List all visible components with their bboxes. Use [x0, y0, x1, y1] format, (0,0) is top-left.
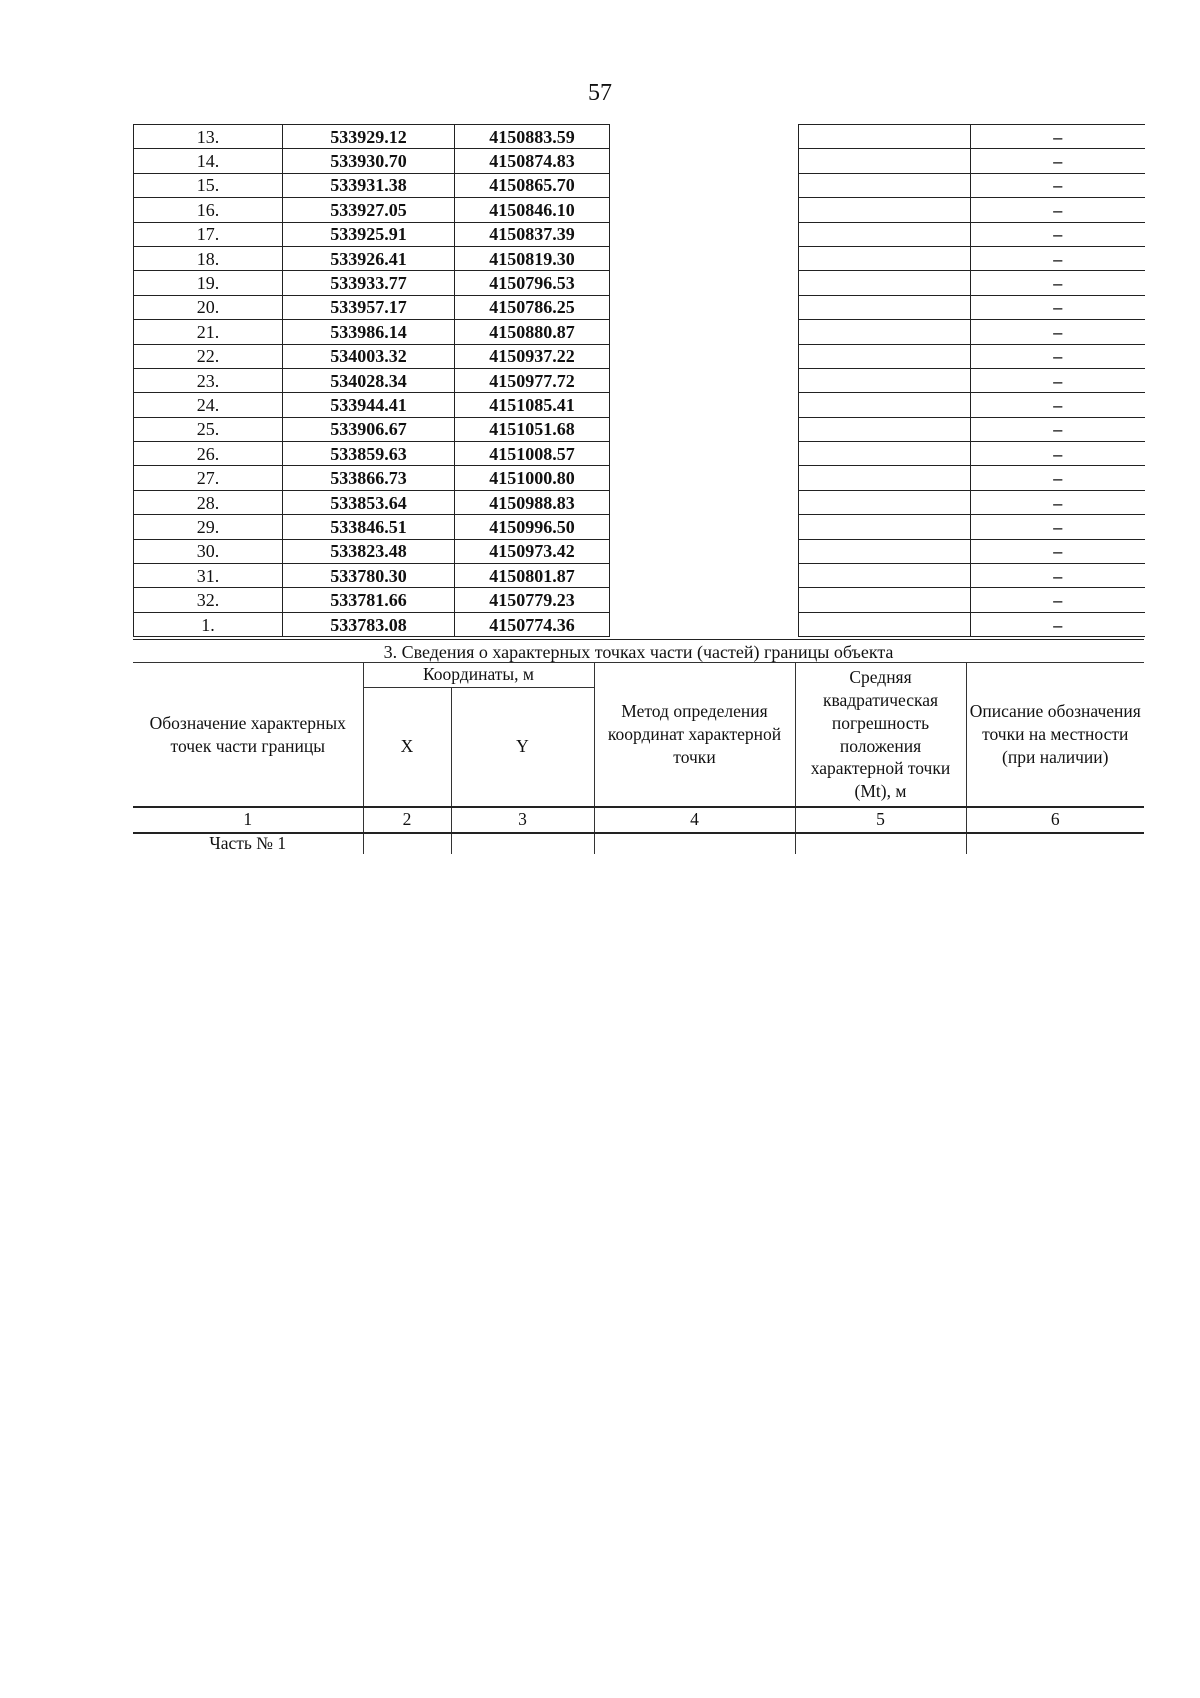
empty-cell — [799, 320, 971, 344]
column-number: 6 — [966, 807, 1144, 833]
part-label: Часть № 1 — [133, 833, 363, 854]
coord-x: 533846.51 — [283, 515, 455, 539]
empty-cell — [610, 198, 799, 222]
coord-y: 4150988.83 — [455, 490, 610, 514]
column-numbers-row — [133, 807, 1144, 833]
coord-x: 533944.41 — [283, 393, 455, 417]
empty-cell — [610, 490, 799, 514]
empty-cell — [799, 246, 971, 270]
point-number: 18. — [134, 246, 283, 270]
coord-x: 533906.67 — [283, 417, 455, 441]
point-description: – — [971, 149, 1145, 173]
page-number: 57 — [588, 80, 612, 106]
point-number: 23. — [134, 368, 283, 392]
coord-x: 533957.17 — [283, 295, 455, 319]
table-row — [134, 368, 1145, 392]
empty-cell — [799, 612, 971, 636]
empty-cell — [610, 222, 799, 246]
point-number: 26. — [134, 442, 283, 466]
empty-cell — [799, 515, 971, 539]
point-description: – — [971, 246, 1145, 270]
point-description: – — [971, 466, 1145, 490]
column-number: 2 — [363, 807, 451, 833]
point-number: 14. — [134, 149, 283, 173]
point-number: 27. — [134, 466, 283, 490]
table-row — [134, 490, 1145, 514]
empty-cell — [610, 173, 799, 197]
empty-cell — [610, 344, 799, 368]
coord-x: 533926.41 — [283, 246, 455, 270]
part-row — [133, 833, 1144, 854]
point-number: 19. — [134, 271, 283, 295]
header-error: Средняя квадратическая погрешность положения характерной точки (Mt), м — [795, 663, 966, 808]
point-number: 31. — [134, 564, 283, 588]
coord-x: 534003.32 — [283, 344, 455, 368]
empty-cell — [799, 417, 971, 441]
point-description: – — [971, 612, 1145, 636]
point-number: 28. — [134, 490, 283, 514]
empty-cell — [795, 833, 966, 854]
point-number: 25. — [134, 417, 283, 441]
empty-cell — [799, 466, 971, 490]
table-row — [134, 222, 1145, 246]
point-number: 13. — [134, 125, 283, 149]
coordinates-table — [133, 124, 1145, 637]
empty-cell — [610, 612, 799, 636]
point-number: 32. — [134, 588, 283, 612]
table-row — [134, 393, 1145, 417]
coord-x: 533931.38 — [283, 173, 455, 197]
coord-y: 4150865.70 — [455, 173, 610, 197]
table-row — [134, 539, 1145, 563]
table-row — [134, 417, 1145, 441]
point-description: – — [971, 320, 1145, 344]
point-number: 16. — [134, 198, 283, 222]
point-description: – — [971, 173, 1145, 197]
point-description: – — [971, 442, 1145, 466]
coord-x: 534028.34 — [283, 368, 455, 392]
column-number: 1 — [133, 807, 363, 833]
table-row — [134, 612, 1145, 636]
empty-cell — [594, 833, 795, 854]
empty-cell — [363, 833, 451, 854]
coord-y: 4151051.68 — [455, 417, 610, 441]
coord-x: 533859.63 — [283, 442, 455, 466]
header-method: Метод определения координат характерной точки — [594, 663, 795, 808]
coord-y: 4150937.22 — [455, 344, 610, 368]
coord-x: 533925.91 — [283, 222, 455, 246]
empty-cell — [799, 588, 971, 612]
empty-cell — [610, 515, 799, 539]
coord-x: 533986.14 — [283, 320, 455, 344]
table-row — [134, 149, 1145, 173]
coord-y: 4151000.80 — [455, 466, 610, 490]
point-description: – — [971, 198, 1145, 222]
point-description: – — [971, 588, 1145, 612]
point-number: 22. — [134, 344, 283, 368]
point-description: – — [971, 515, 1145, 539]
point-description: – — [971, 417, 1145, 441]
empty-cell — [799, 490, 971, 514]
empty-cell — [610, 466, 799, 490]
table-row — [134, 344, 1145, 368]
empty-cell — [799, 295, 971, 319]
coord-y: 4150846.10 — [455, 198, 610, 222]
point-description: – — [971, 539, 1145, 563]
point-number: 21. — [134, 320, 283, 344]
table-row — [134, 173, 1145, 197]
coord-y: 4150774.36 — [455, 612, 610, 636]
empty-cell — [799, 125, 971, 149]
coord-y: 4150819.30 — [455, 246, 610, 270]
empty-cell — [451, 833, 594, 854]
point-number: 1. — [134, 612, 283, 636]
coord-y: 4150779.23 — [455, 588, 610, 612]
column-number: 3 — [451, 807, 594, 833]
coord-y: 4150973.42 — [455, 539, 610, 563]
empty-cell — [610, 539, 799, 563]
empty-cell — [799, 564, 971, 588]
coord-y: 4150977.72 — [455, 368, 610, 392]
empty-cell — [799, 198, 971, 222]
point-number: 15. — [134, 173, 283, 197]
coord-y: 4150786.25 — [455, 295, 610, 319]
table-row — [134, 271, 1145, 295]
point-number: 30. — [134, 539, 283, 563]
empty-cell — [610, 588, 799, 612]
empty-cell — [799, 344, 971, 368]
table-row — [134, 466, 1145, 490]
header-y: Y — [451, 688, 594, 808]
empty-cell — [610, 564, 799, 588]
table-row — [134, 125, 1145, 149]
column-number: 4 — [594, 807, 795, 833]
header-coordinates: Координаты, м — [363, 663, 594, 688]
point-description: – — [971, 295, 1145, 319]
empty-cell — [799, 222, 971, 246]
header-x: X — [363, 688, 451, 808]
point-description: – — [971, 564, 1145, 588]
coord-x: 533780.30 — [283, 564, 455, 588]
coord-x: 533933.77 — [283, 271, 455, 295]
point-description: – — [971, 368, 1145, 392]
point-number: 29. — [134, 515, 283, 539]
coord-y: 4150996.50 — [455, 515, 610, 539]
coord-x: 533823.48 — [283, 539, 455, 563]
table-row — [134, 442, 1145, 466]
coord-x: 533927.05 — [283, 198, 455, 222]
point-number: 24. — [134, 393, 283, 417]
coord-x: 533781.66 — [283, 588, 455, 612]
empty-cell — [799, 271, 971, 295]
empty-cell — [799, 539, 971, 563]
section-3-title: 3. Сведения о характерных точках части (частей) границы объекта — [133, 639, 1144, 663]
coord-y: 4150801.87 — [455, 564, 610, 588]
coord-y: 4150874.83 — [455, 149, 610, 173]
empty-cell — [610, 246, 799, 270]
point-number: 20. — [134, 295, 283, 319]
empty-cell — [610, 125, 799, 149]
empty-cell — [610, 295, 799, 319]
coord-x: 533783.08 — [283, 612, 455, 636]
point-description: – — [971, 125, 1145, 149]
header-designation: Обозначение характерных точек части границы — [133, 663, 363, 808]
empty-cell — [610, 442, 799, 466]
empty-cell — [799, 368, 971, 392]
point-description: – — [971, 490, 1145, 514]
empty-cell — [799, 173, 971, 197]
point-description: – — [971, 222, 1145, 246]
table-row — [134, 198, 1145, 222]
coord-x: 533929.12 — [283, 125, 455, 149]
coord-x: 533853.64 — [283, 490, 455, 514]
coord-y: 4150837.39 — [455, 222, 610, 246]
empty-cell — [966, 833, 1144, 854]
coord-y: 4151085.41 — [455, 393, 610, 417]
empty-cell — [610, 271, 799, 295]
coord-y: 4150880.87 — [455, 320, 610, 344]
table-row — [134, 564, 1145, 588]
table-row — [134, 588, 1145, 612]
coord-x: 533930.70 — [283, 149, 455, 173]
empty-cell — [610, 368, 799, 392]
table-row — [134, 320, 1145, 344]
empty-cell — [799, 393, 971, 417]
point-description: – — [971, 271, 1145, 295]
table-row — [134, 515, 1145, 539]
point-description: – — [971, 344, 1145, 368]
empty-cell — [610, 320, 799, 344]
coord-y: 4150796.53 — [455, 271, 610, 295]
point-number: 17. — [134, 222, 283, 246]
table-row — [134, 246, 1145, 270]
empty-cell — [610, 393, 799, 417]
empty-cell — [610, 417, 799, 441]
coord-y: 4151008.57 — [455, 442, 610, 466]
part-boundary-table — [133, 662, 1144, 854]
point-description: – — [971, 393, 1145, 417]
empty-cell — [610, 149, 799, 173]
header-description: Описание обозначения точки на местности (при наличии) — [966, 663, 1144, 808]
empty-cell — [799, 442, 971, 466]
empty-cell — [799, 149, 971, 173]
coord-y: 4150883.59 — [455, 125, 610, 149]
coord-x: 533866.73 — [283, 466, 455, 490]
table-row — [134, 295, 1145, 319]
column-number: 5 — [795, 807, 966, 833]
